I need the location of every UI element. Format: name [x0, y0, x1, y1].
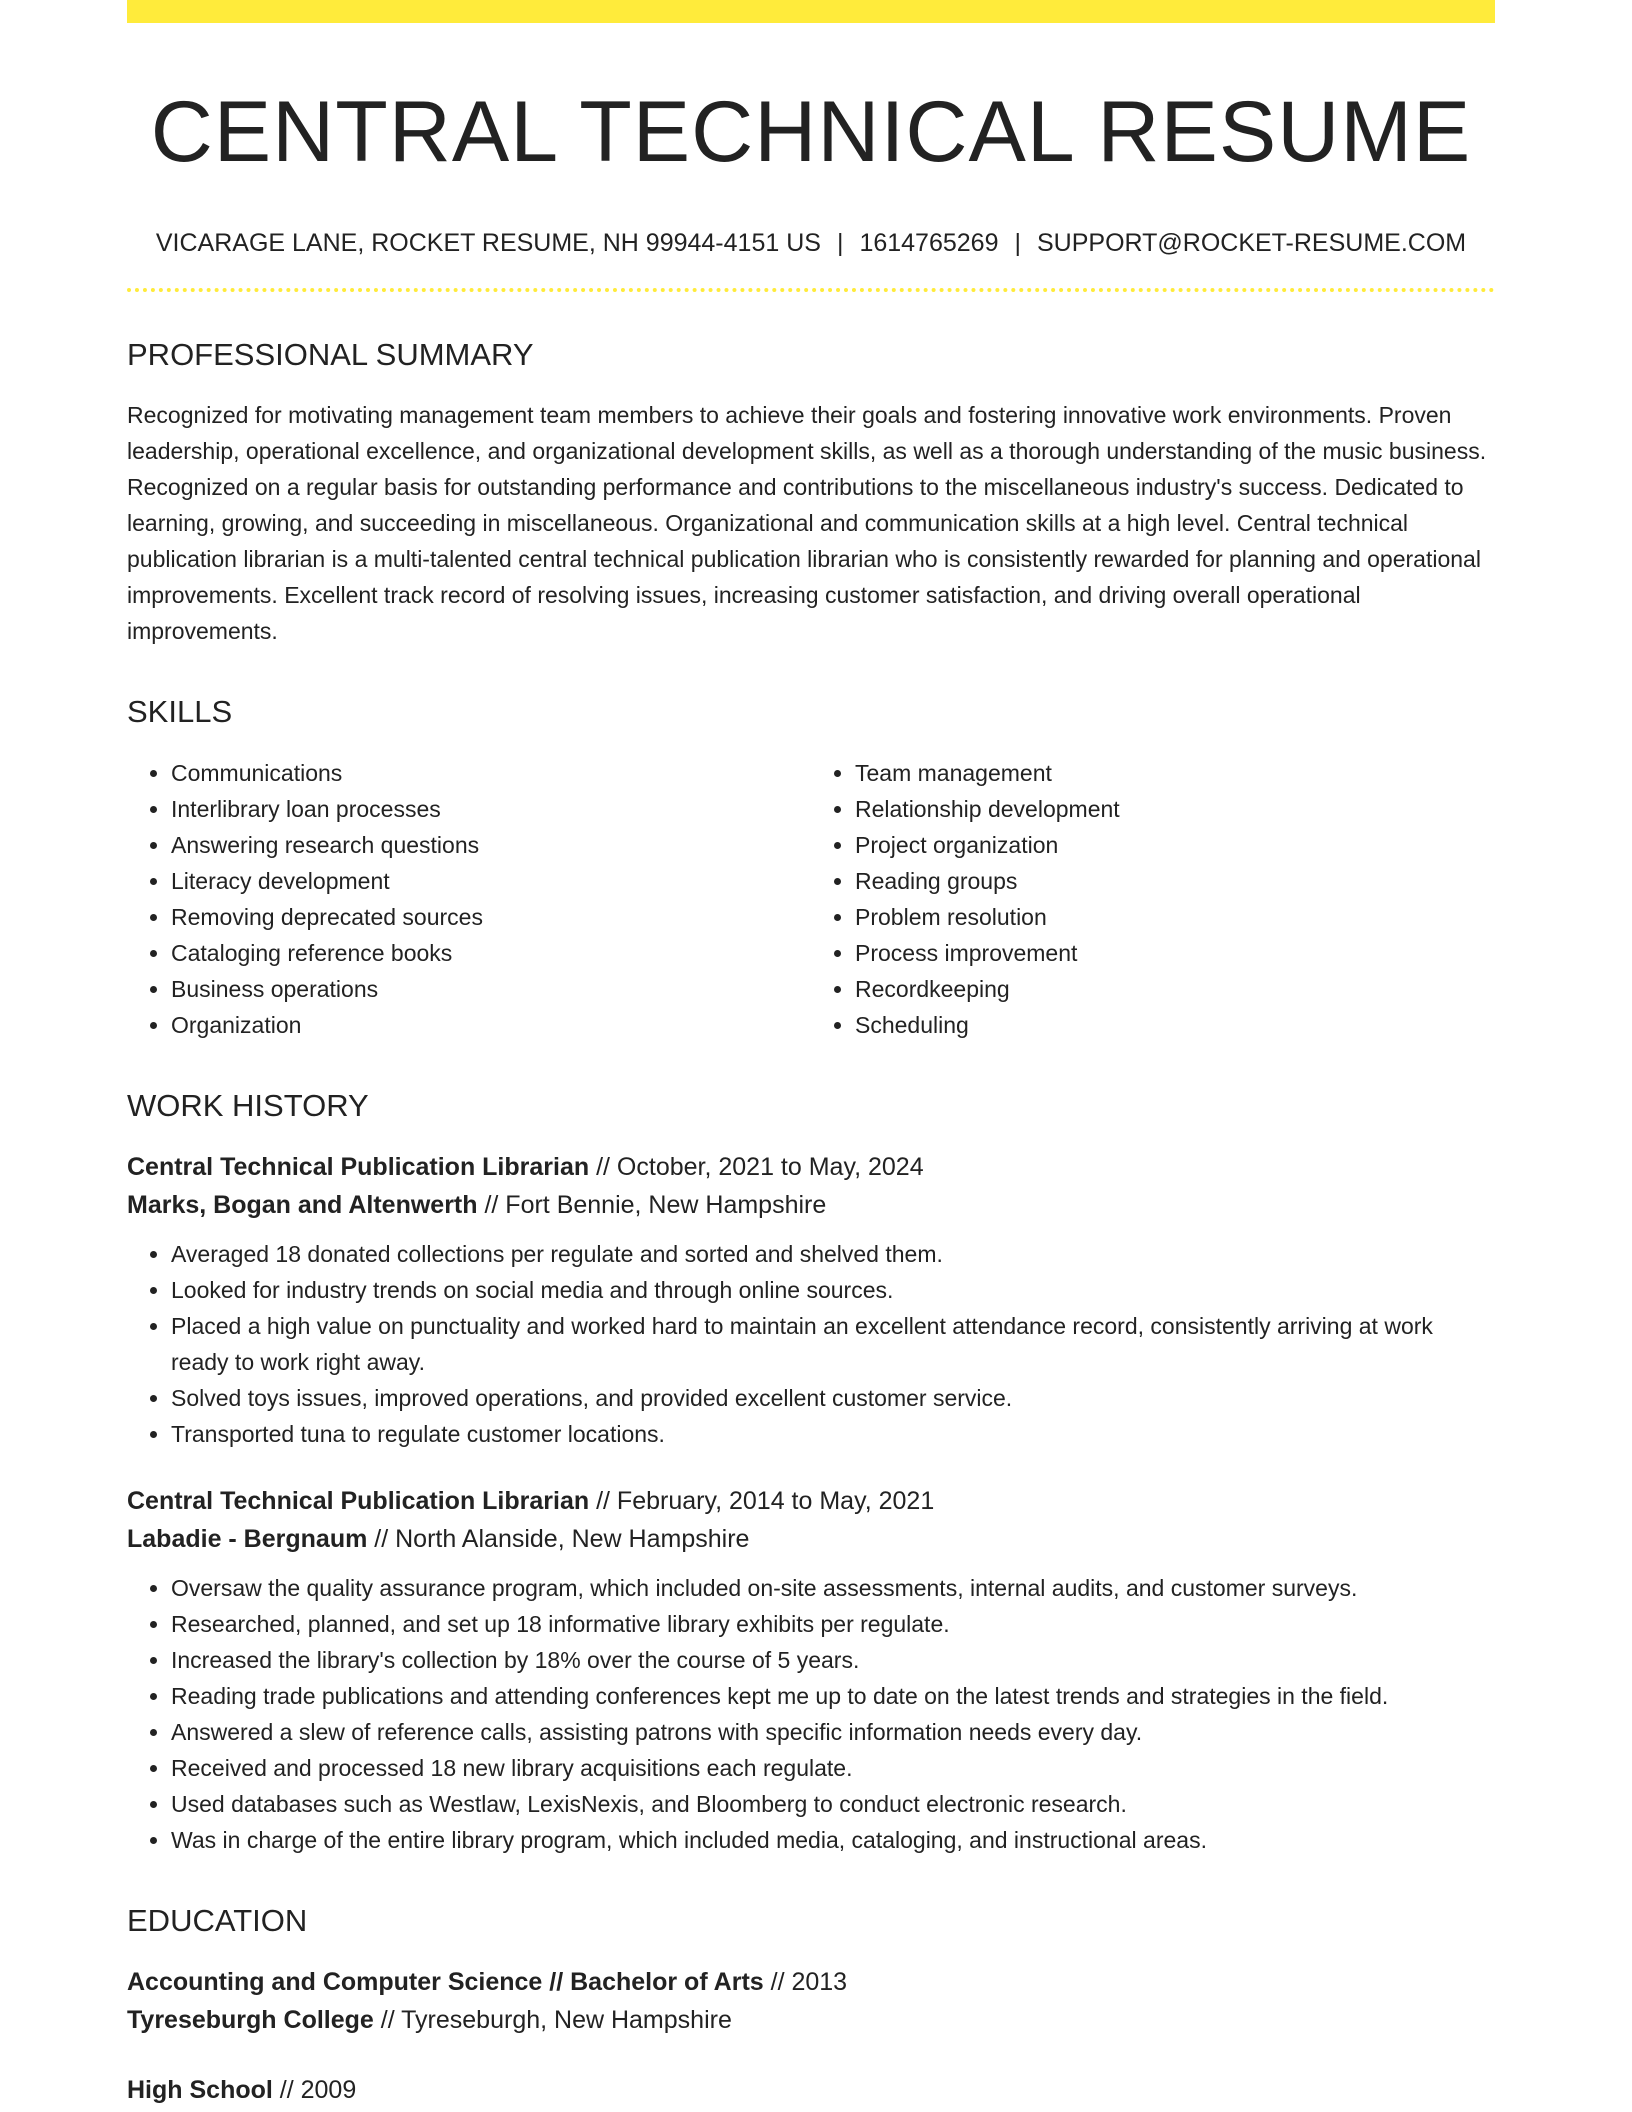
skill-item: • Literacy development [171, 863, 811, 899]
job-bullet: • Transported tuna to regulate customer locations. [171, 1416, 1495, 1452]
job-role: Central Technical Publication Librarian [127, 1152, 590, 1181]
contact-separator: | [836, 229, 844, 258]
job-bullet: • Averaged 18 donated collections per regulate and sorted and shelved them. [171, 1236, 1495, 1272]
job-bullet: • Increased the library's collection by 18% over the course of 5 years. [171, 1642, 1495, 1678]
job-bullet: • Oversaw the quality assurance program, which included on-site assessments, internal audits, and customer surveys. [171, 1570, 1495, 1606]
education-degree-line [127, 2071, 1495, 2109]
job-bullet: • Used databases such as Westlaw, LexisNexis, and Bloomberg to conduct electronic research. [171, 1786, 1495, 1822]
skill-item: • Reading groups [855, 863, 1495, 899]
education-entry [127, 1963, 1495, 2039]
job-bullets [127, 1570, 1495, 1858]
education-school-line [127, 2001, 1495, 2039]
job-bullet: • Looked for industry trends on social media and through online sources. [171, 1272, 1495, 1308]
job-company: Marks, Bogan and Altenwerth [127, 1190, 478, 1219]
job-title-line [127, 1148, 1495, 1186]
education-year: // 2013 [763, 1967, 848, 1996]
job-bullets [127, 1236, 1495, 1452]
job-role: Central Technical Publication Librarian [127, 1486, 590, 1515]
resume-page [127, 0, 1495, 2109]
top-accent-bar [127, 0, 1495, 23]
skill-item: • Scheduling [855, 1007, 1495, 1043]
contact-email[interactable]: SUPPORT@ROCKET-RESUME.COM [1036, 229, 1467, 258]
skill-item: • Organization [171, 1007, 811, 1043]
job-entry [127, 1482, 1495, 1858]
skill-item: • Problem resolution [855, 899, 1495, 935]
education-school: Tyreseburgh College [127, 2005, 374, 2034]
education-entry [127, 2071, 1495, 2109]
summary-text: Recognized for motivating management team members to achieve their goals and fostering innovative work environments. Proven leadership, operational excellence, and organizational development skills, as well as a thorough understanding of the music business. Recognized on a regular basis for outstanding performance and contributions to the miscellaneous industry's success. Dedicated to learning, growing, and succeeding in miscellaneous. Organizational and communication skills at a high level. Central technical publication librarian is a multi-talented central technical publication librarian who is consistently rewarded for planning and operational improvements. Excellent track record of resolving issues, increasing customer satisfaction, and driving overall operational improvements. [127, 402, 1487, 645]
job-location: // Fort Bennie, New Hampshire [477, 1190, 827, 1219]
job-company-line [127, 1186, 1495, 1224]
education-degree: Accounting and Computer Science // Bachelor of Arts [127, 1967, 764, 1996]
skill-item: • Recordkeeping [855, 971, 1495, 1007]
skills-heading: SKILLS [127, 694, 233, 730]
skill-item: • Answering research questions [171, 827, 811, 863]
contact-phone: 1614765269 [859, 229, 999, 258]
education-degree: High School [127, 2075, 273, 2104]
work-history-heading: WORK HISTORY [127, 1087, 369, 1123]
education-degree-line [127, 1963, 1495, 2001]
skill-item: • Interlibrary loan processes [171, 791, 811, 827]
skill-item: • Process improvement [855, 935, 1495, 971]
job-bullet: • Researched, planned, and set up 18 informative library exhibits per regulate. [171, 1606, 1495, 1642]
skills-column-right [811, 755, 1495, 1043]
skill-item: • Project organization [855, 827, 1495, 863]
skills-list [127, 755, 1495, 1043]
contact-address: VICARAGE LANE, ROCKET RESUME, NH 99944-4151 US [155, 229, 821, 258]
job-bullet: • Solved toys issues, improved operations, and provided excellent customer service. [171, 1380, 1495, 1416]
job-company-line [127, 1520, 1495, 1558]
job-company: Labadie - Bergnaum [127, 1524, 368, 1553]
summary-heading: PROFESSIONAL SUMMARY [127, 337, 534, 373]
job-entry [127, 1148, 1495, 1452]
skill-item: • Removing deprecated sources [171, 899, 811, 935]
education-location: // Tyreseburgh, New Hampshire [373, 2005, 732, 2034]
job-bullet: • Reading trade publications and attending conferences kept me up to date on the latest trends and strategies in the field. [171, 1678, 1495, 1714]
job-dates: // February, 2014 to May, 2021 [589, 1486, 935, 1515]
job-title-line [127, 1482, 1495, 1520]
education-heading: EDUCATION [127, 1902, 308, 1938]
skill-item: • Business operations [171, 971, 811, 1007]
skill-item: • Communications [171, 755, 811, 791]
skills-column-left [127, 755, 811, 1043]
skill-item: • Team management [855, 755, 1495, 791]
job-bullet: • Placed a high value on punctuality and worked hard to maintain an excellent attendance record, consistently arriving at work ready to work right away. [171, 1308, 1495, 1380]
job-dates: // October, 2021 to May, 2024 [589, 1152, 924, 1181]
job-bullet: • Received and processed 18 new library acquisitions each regulate. [171, 1750, 1495, 1786]
contact-line [127, 228, 1495, 258]
job-bullet: • Was in charge of the entire library program, which included media, cataloging, and instructional areas. [171, 1822, 1495, 1858]
job-bullet: • Answered a slew of reference calls, assisting patrons with specific information needs every day. [171, 1714, 1495, 1750]
skill-item: • Cataloging reference books [171, 935, 811, 971]
education-year: // 2009 [272, 2075, 357, 2104]
job-location: // North Alanside, New Hampshire [367, 1524, 750, 1553]
resume-name: CENTRAL TECHNICAL RESUME [150, 84, 1472, 180]
contact-separator: | [1014, 229, 1021, 258]
skill-item: • Relationship development [855, 791, 1495, 827]
dotted-divider [127, 288, 1495, 292]
